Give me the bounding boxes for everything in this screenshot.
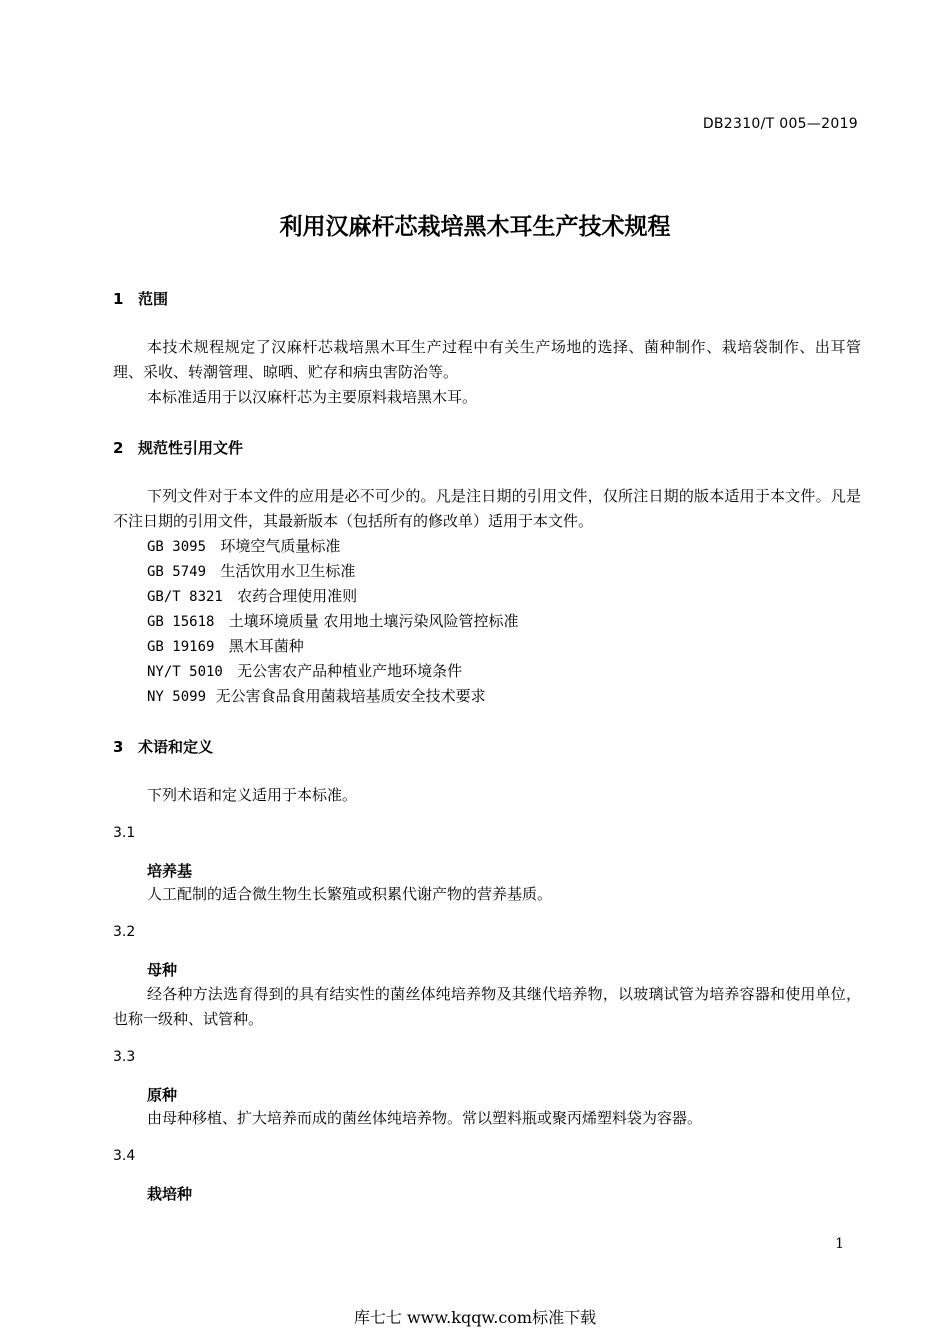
clause-number: 3.3 bbox=[113, 1049, 136, 1065]
scope-paragraph-1: 本技术规程规定了汉麻杆芯栽培黑木耳生产过程中有关生产场地的选择、菌种制作、栽培袋制作、出耳管理、采收、转潮管理、晾晒、贮存和病虫害防治等。 bbox=[113, 338, 861, 381]
clause-number: 3.2 bbox=[113, 924, 136, 940]
clause-number: 3.1 bbox=[113, 825, 136, 841]
reference-code: GB/T 8321 bbox=[147, 589, 223, 605]
term-name: 培养基 bbox=[147, 862, 193, 880]
section-number: 3 bbox=[113, 738, 124, 756]
term-name: 栽培种 bbox=[147, 1185, 193, 1203]
reference-item bbox=[147, 534, 340, 560]
reference-code: NY/T 5010 bbox=[147, 664, 223, 680]
reference-name: 农药合理使用准则 bbox=[237, 587, 358, 605]
section-heading-terms bbox=[113, 736, 213, 757]
section-heading-normative-references bbox=[113, 437, 243, 458]
reference-item bbox=[147, 609, 519, 635]
reference-item bbox=[147, 659, 462, 685]
term-name: 原种 bbox=[147, 1086, 178, 1104]
reference-code: GB 15618 bbox=[147, 614, 215, 630]
reference-name: 黑木耳菌种 bbox=[228, 637, 304, 655]
terms-intro: 下列术语和定义适用于本标准。 bbox=[147, 786, 358, 804]
section-title: 范围 bbox=[138, 290, 169, 308]
reference-code: GB 3095 bbox=[147, 539, 207, 555]
reference-name: 土壤环境质量 农用地土壤污染风险管控标准 bbox=[228, 612, 519, 630]
term-name: 母种 bbox=[147, 961, 178, 979]
document-code: DB2310/T 005—2019 bbox=[702, 116, 858, 132]
reference-name: 无公害农产品种植业产地环境条件 bbox=[237, 662, 463, 680]
section-title: 术语和定义 bbox=[138, 738, 214, 756]
reference-code: GB 5749 bbox=[147, 564, 207, 580]
reference-code: NY 5099 bbox=[147, 689, 207, 705]
page-number: 1 bbox=[835, 1236, 844, 1252]
references-intro: 下列文件对于本文件的应用是必不可少的。凡是注日期的引用文件，仅所注日期的版本适用于本文件。凡是不注日期的引用文件，其最新版本（包括所有的修改单）适用于本文件。 bbox=[113, 487, 861, 530]
footer-watermark: 库七七 www.kqqw.com标准下载 bbox=[353, 1308, 597, 1327]
section-title: 规范性引用文件 bbox=[138, 439, 244, 457]
clause-number: 3.4 bbox=[113, 1148, 136, 1164]
section-number: 2 bbox=[113, 439, 124, 457]
term-definition: 人工配制的适合微生物生长繁殖或积累代谢产物的营养基质。 bbox=[147, 885, 553, 903]
section-heading-scope bbox=[113, 288, 168, 309]
term-definition: 由母种移植、扩大培养而成的菌丝体纯培养物。常以塑料瓶或聚丙烯塑料袋为容器。 bbox=[147, 1109, 703, 1127]
reference-name: 生活饮用水卫生标准 bbox=[220, 562, 356, 580]
reference-item bbox=[147, 684, 486, 710]
reference-item bbox=[147, 584, 357, 610]
term-definition: 经各种方法选育得到的具有结实性的菌丝体纯培养物及其继代培养物，以玻璃试管为培养容器和使用单位，也称一级种、试管种。 bbox=[113, 985, 861, 1028]
section-number: 1 bbox=[113, 290, 124, 308]
reference-code: GB 19169 bbox=[147, 639, 215, 655]
reference-name: 环境空气质量标准 bbox=[220, 537, 341, 555]
reference-item bbox=[147, 634, 304, 660]
document-title: 利用汉麻杆芯栽培黑木耳生产技术规程 bbox=[279, 214, 671, 240]
reference-name: 无公害食品食用菌栽培基质安全技术要求 bbox=[215, 687, 486, 705]
scope-paragraph-2: 本标准适用于以汉麻杆芯为主要原料栽培黑木耳。 bbox=[147, 388, 478, 406]
reference-item bbox=[147, 559, 355, 585]
